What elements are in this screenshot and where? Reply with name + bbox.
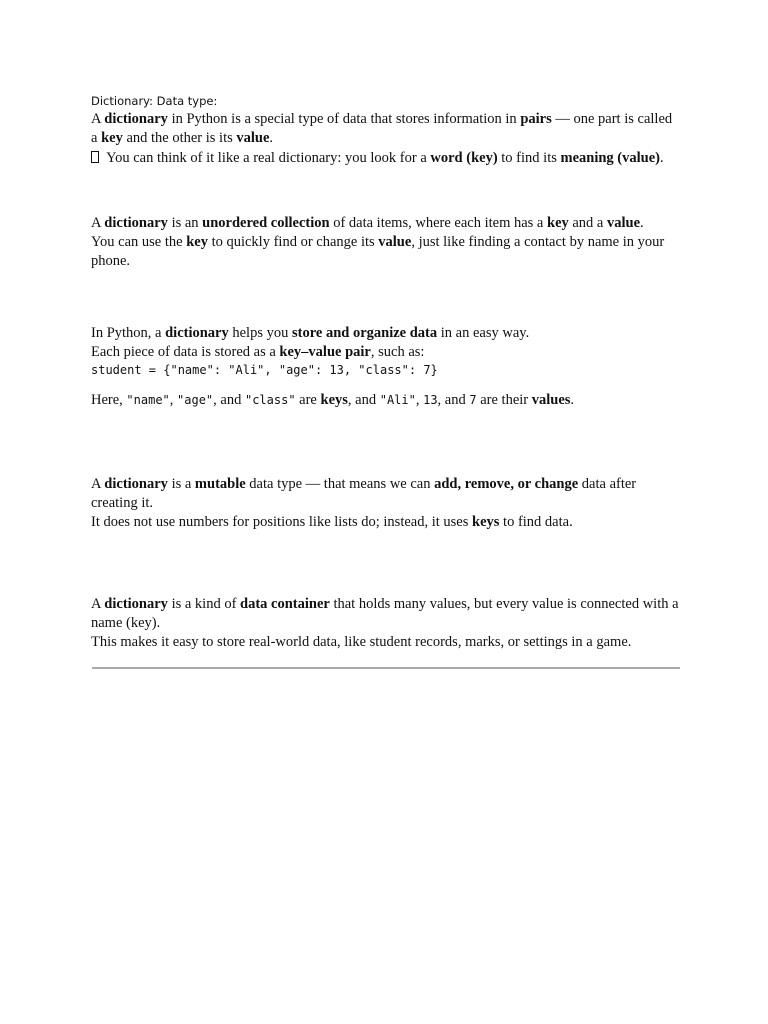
horizontal-divider xyxy=(92,667,680,669)
bold-text: pairs xyxy=(520,111,552,127)
text: Here, xyxy=(91,392,127,409)
text: You can use the xyxy=(91,234,187,251)
text: data after creating it. xyxy=(91,475,637,511)
text-line xyxy=(91,233,681,272)
text: — one part is called a xyxy=(91,111,673,147)
text: is a kind of xyxy=(167,595,241,612)
code-example: student = {"name": "Ali", "age": 13, "class": 7} xyxy=(91,363,438,378)
bold-text: keys xyxy=(320,392,348,409)
paragraph-intro xyxy=(91,110,681,168)
bold-text: meaning (value) xyxy=(560,149,660,166)
bold-text: dictionary xyxy=(104,475,168,492)
text-line xyxy=(91,513,681,532)
bold-text: values xyxy=(531,392,571,409)
bold-text: dictionary xyxy=(165,324,229,341)
text-line xyxy=(91,343,681,362)
code-inline: "class" xyxy=(244,393,296,408)
text: . xyxy=(269,130,274,147)
text: . xyxy=(659,149,664,166)
code-inline: "age" xyxy=(177,393,214,408)
code-inline: "Ali" xyxy=(379,393,416,408)
missing-glyph-icon xyxy=(91,151,99,163)
bold-text: dictionary xyxy=(104,595,168,612)
text: is an xyxy=(167,214,203,231)
text: to find its xyxy=(497,149,561,166)
bold-text: key xyxy=(186,234,208,251)
text: A xyxy=(91,111,105,127)
text: You can think of it like a real dictionary: you look for a xyxy=(103,149,431,166)
text: . xyxy=(570,392,575,409)
text: A xyxy=(91,595,105,612)
bold-text: mutable xyxy=(194,475,246,492)
bold-text: unordered collection xyxy=(202,214,330,231)
text: Each piece of data is stored as a xyxy=(91,344,280,361)
bold-text: store and organize data xyxy=(291,324,438,341)
text: helps you xyxy=(228,324,292,341)
text: and a xyxy=(568,214,607,231)
bold-text: data container xyxy=(240,595,330,612)
bold-text: word (key) xyxy=(430,149,498,166)
text: It does not use numbers for positions like lists do; instead, it uses xyxy=(91,514,473,531)
text: , and xyxy=(437,392,470,409)
text-line: This makes it easy to store real-world data, like student records, marks, or settings in a game. xyxy=(91,634,632,651)
code-inline: 13 xyxy=(423,393,438,408)
text: that holds many values, but every value is connected with a name (key). xyxy=(91,595,679,631)
bold-text: key xyxy=(547,214,569,231)
text: to quickly find or change its xyxy=(207,234,379,251)
bold-text: value xyxy=(607,214,641,231)
bold-text: key xyxy=(101,130,123,147)
document-page xyxy=(91,93,681,677)
bold-text: dictionary xyxy=(104,214,168,231)
bold-text: value xyxy=(378,234,412,251)
paragraph-mutable xyxy=(91,475,681,533)
bold-text: add, remove, or change xyxy=(434,475,579,492)
text: A xyxy=(91,475,105,492)
paragraph-unordered xyxy=(91,214,681,272)
text: , such as: xyxy=(370,344,425,361)
text: , just like finding a contact by name in your phone. xyxy=(91,234,665,270)
text: , xyxy=(415,392,424,409)
bold-text: dictionary xyxy=(104,111,168,127)
text: , and xyxy=(347,392,380,409)
text: is a xyxy=(167,475,195,492)
text: of data items, where each item has a xyxy=(329,214,547,231)
document-heading: Dictionary: Data type: xyxy=(91,94,218,108)
bold-text: keys xyxy=(472,514,500,531)
bold-text: key–value pair xyxy=(279,344,371,361)
code-inline: "name" xyxy=(126,393,170,408)
keys-values-line xyxy=(91,391,681,410)
text: A xyxy=(91,214,105,231)
text: to find data. xyxy=(499,514,573,531)
text: In Python, a xyxy=(91,324,166,341)
bold-text: value xyxy=(236,130,270,147)
text: are xyxy=(295,392,321,409)
text: , xyxy=(169,392,178,409)
text: , and xyxy=(213,392,245,409)
text: are their xyxy=(476,392,532,409)
paragraph-organize xyxy=(91,324,681,411)
analogy-line xyxy=(91,149,681,168)
text: data type — that means we can xyxy=(245,475,435,492)
text: . xyxy=(640,214,644,231)
text: in an easy way. xyxy=(437,324,530,341)
paragraph-container xyxy=(91,595,681,653)
code-inline: 7 xyxy=(469,393,477,408)
text: and the other is its xyxy=(122,130,237,147)
text: in Python is a special type of data that stores information in xyxy=(167,111,521,127)
